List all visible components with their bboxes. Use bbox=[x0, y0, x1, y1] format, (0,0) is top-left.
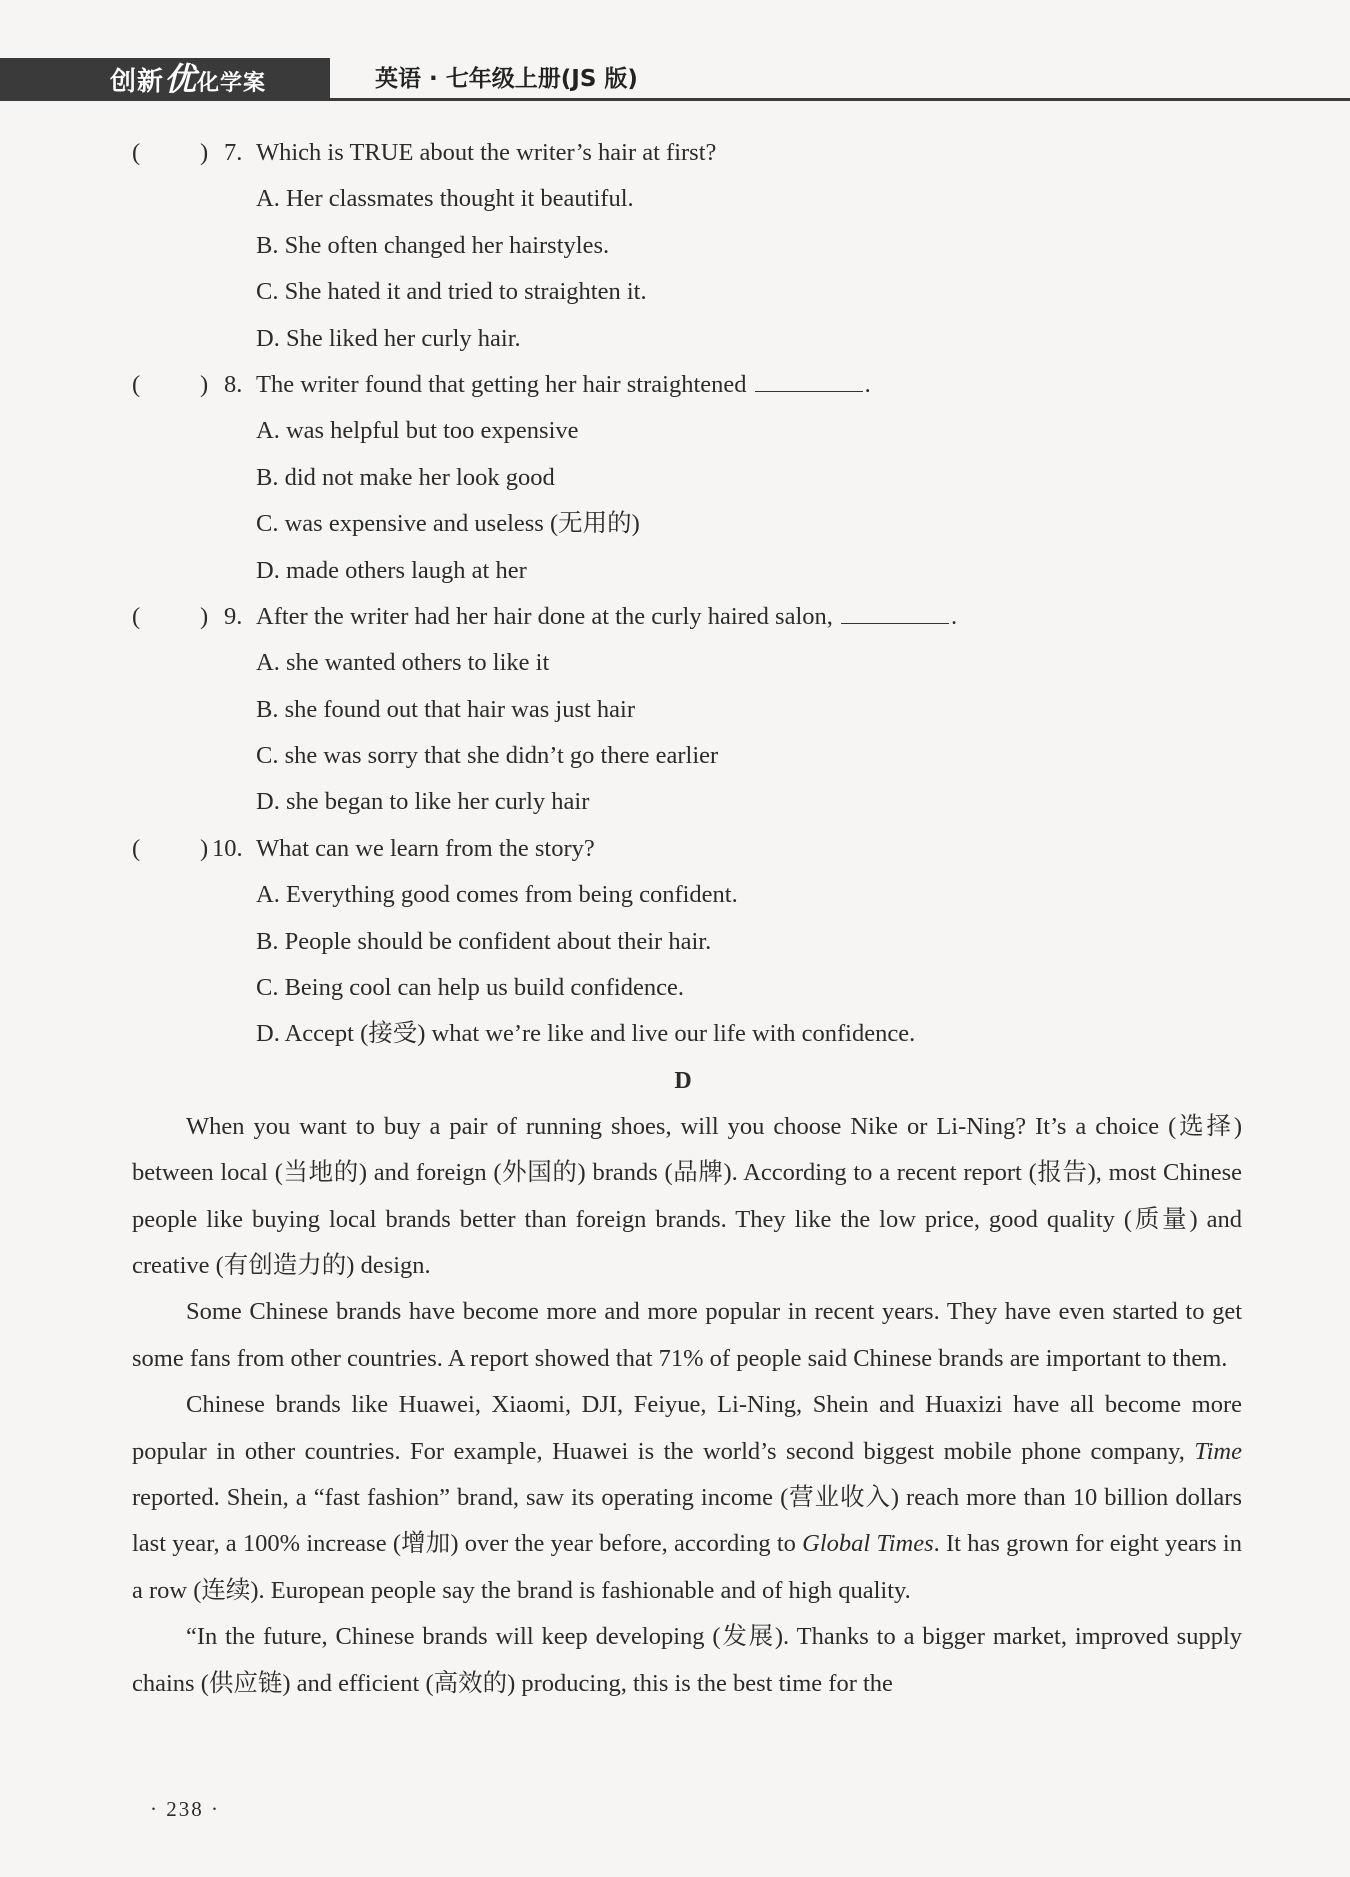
answer-paren-close: ) bbox=[200, 834, 209, 862]
option-c: C. She hated it and tried to straighten it. bbox=[256, 278, 647, 306]
option-a: A. was helpful but too expensive bbox=[256, 417, 579, 445]
page-header bbox=[0, 58, 1350, 100]
question-stem bbox=[132, 594, 1242, 640]
option-c: C. she was sorry that she didn’t go there earlier bbox=[256, 742, 719, 770]
question-text-main: What can we learn from the story? bbox=[256, 834, 595, 862]
answer-blank bbox=[841, 603, 949, 624]
option-b: B. she found out that hair was just hair bbox=[256, 695, 636, 723]
option-a: A. Everything good comes from being confident. bbox=[256, 881, 738, 909]
option-d: D. She liked her curly hair. bbox=[256, 324, 521, 352]
answer-paren-open: ( bbox=[132, 602, 141, 630]
question-number: 8. bbox=[224, 370, 243, 398]
paragraph-text: . It has grown for eight years in a row (连续). European people say the brand is fashionable and of high quality. bbox=[132, 1530, 1242, 1604]
option-b: B. She often changed her hairstyles. bbox=[256, 231, 610, 259]
series-banner bbox=[0, 58, 330, 100]
publication-name: Global Times bbox=[802, 1530, 934, 1558]
passage-paragraph-4: “In the future, Chinese brands will keep developing (发展). Thanks to a bigger market, improved supply chains (供应链) and efficient (高效的) producing, this is the best time for the bbox=[132, 1623, 1242, 1697]
answer-paren-close: ) bbox=[200, 602, 209, 630]
page-number: · 238 · bbox=[150, 1797, 220, 1821]
page-content bbox=[132, 130, 1242, 1707]
question-text bbox=[256, 362, 871, 408]
question-text bbox=[256, 594, 957, 640]
paragraph-text: Chinese brands like Huawei, Xiaomi, DJI, Feiyue, Li-Ning, Shein and Huaxizi have all become more popular in other countries. For example, Huawei is the world’s second biggest mobile phone company, bbox=[132, 1391, 1242, 1465]
option-d: D. Accept (接受) what we’re like and live our life with confidence. bbox=[256, 1020, 916, 1048]
question-stem bbox=[132, 826, 1242, 872]
question-10 bbox=[132, 826, 1242, 1058]
question-text bbox=[256, 130, 716, 176]
question-stem bbox=[132, 362, 1242, 408]
answer-blank bbox=[755, 371, 863, 392]
question-number: 9. bbox=[224, 602, 243, 630]
answer-paren-open: ( bbox=[132, 139, 141, 166]
publication-name: Time bbox=[1194, 1437, 1242, 1465]
option-b: B. People should be confident about their hair. bbox=[256, 927, 712, 955]
question-text-end: . bbox=[864, 370, 871, 398]
question-stem bbox=[132, 130, 1242, 176]
answer-paren-close: ) bbox=[200, 370, 209, 398]
option-d: D. she began to like her curly hair bbox=[256, 788, 590, 816]
question-number: 7. bbox=[224, 139, 243, 166]
brand-prefix: 创新 bbox=[110, 67, 165, 97]
option-c: C. Being cool can help us build confidence. bbox=[256, 974, 684, 1002]
passage-paragraph-2: Some Chinese brands have become more and more popular in recent years. They have even started to get some fans from other countries. A report showed that 71% of people said Chinese brands are important to them. bbox=[132, 1298, 1242, 1372]
question-text bbox=[256, 826, 595, 872]
option-a: A. she wanted others to like it bbox=[256, 649, 550, 677]
subject-title: 英语 · 七年级上册(JS 版) bbox=[375, 66, 638, 92]
question-text-main: After the writer had her hair done at the curly haired salon, bbox=[256, 602, 833, 630]
section-heading: D bbox=[674, 1067, 692, 1094]
answer-paren-close: ) bbox=[200, 139, 209, 166]
question-9 bbox=[132, 594, 1242, 826]
option-a: A. Her classmates thought it beautiful. bbox=[256, 185, 634, 213]
brand-suffix: 化学案 bbox=[197, 71, 267, 96]
question-text-main: The writer found that getting her hair straightened bbox=[256, 370, 747, 398]
question-8 bbox=[132, 362, 1242, 594]
question-text-end: . bbox=[951, 602, 958, 630]
question-text-main: Which is TRUE about the writer’s hair at first? bbox=[256, 139, 717, 166]
question-number: 10. bbox=[212, 834, 243, 862]
passage-paragraph-1: When you want to buy a pair of running shoes, will you choose Nike or Li-Ning? It’s a choice (选择) between local (当地的) and foreign (外国的) brands (品牌). According to a recent report (报告), most Chinese people like buying local brands better than foreign brands. They like the low price, good quality (质量) and creative (有创造力的) design. bbox=[132, 1112, 1242, 1280]
brand-mark: 优 bbox=[164, 60, 198, 98]
answer-paren-open: ( bbox=[132, 370, 141, 398]
paragraph-text: reported. Shein, a “fast fashion” brand, saw its operating income (营业收入) reach more than 10 billion dollars last year, a 100% increase (增加) over the year before, according to bbox=[132, 1484, 1242, 1558]
answer-paren-open: ( bbox=[132, 834, 141, 862]
option-b: B. did not make her look good bbox=[256, 463, 555, 491]
header-rule bbox=[0, 98, 1350, 101]
passage-paragraph-3 bbox=[132, 1382, 1242, 1614]
option-d: D. made others laugh at her bbox=[256, 556, 527, 584]
question-7 bbox=[132, 130, 1242, 362]
option-c: C. was expensive and useless (无用的) bbox=[256, 510, 640, 538]
